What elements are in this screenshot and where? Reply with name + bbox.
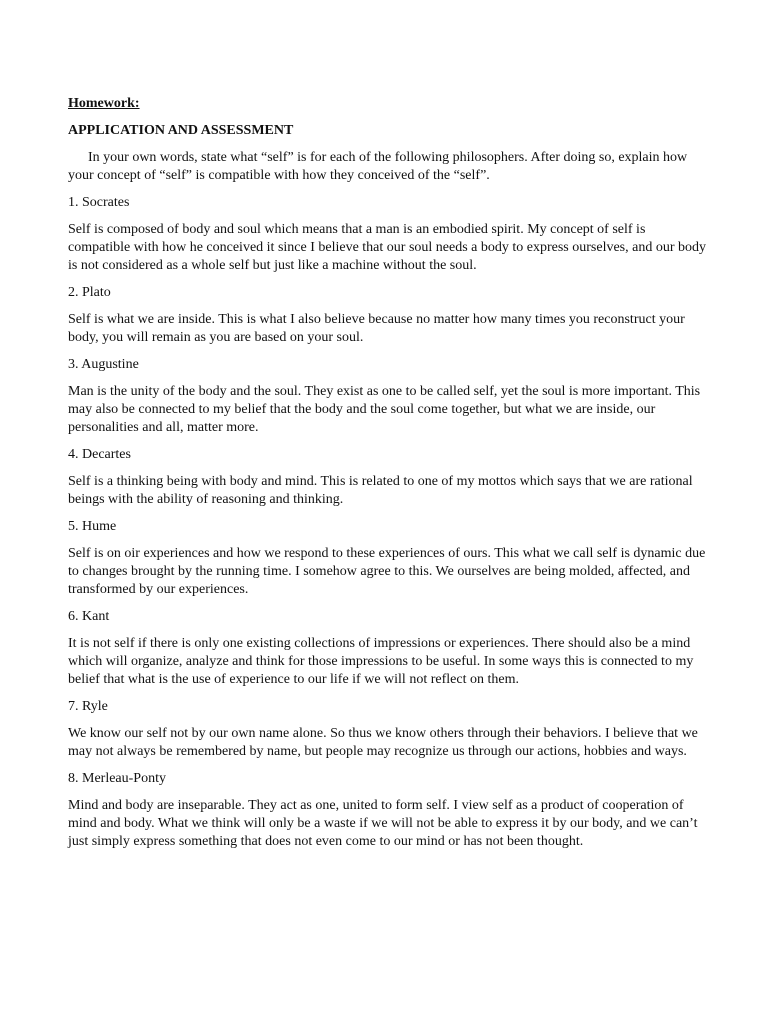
question-augustine (68, 356, 708, 437)
homework-title: Homework: (68, 96, 140, 111)
question-heading: 7. Ryle (68, 699, 108, 714)
answer-paragraph: We know our self not by our own name alone. So thus we know others through their behaviors. I believe that we may not always be remembered by name, but people may recognize us through our actions, hobbies and ways. (68, 726, 698, 759)
question-heading: 8. Merleau-Ponty (68, 771, 166, 786)
question-socrates (68, 194, 708, 275)
answer-paragraph: It is not self if there is only one existing collections of impressions or experiences. There should also be a mind which will organize, analyze and think for those impressions to be useful. In some ways this is connected to my belief that what is the use of experience to our life if we will not reflect on them. (68, 636, 694, 687)
answer-paragraph: Mind and body are inseparable. They act as one, united to form self. I view self as a product of cooperation of mind and body. What we think will only be a waste if we will not be able to express it by our body, and we can’t just simply express something that does not even come to our mind or has not been thought. (68, 798, 698, 849)
question-heading: 5. Hume (68, 519, 117, 534)
question-heading: 6. Kant (68, 609, 110, 624)
question-heading: 3. Augustine (68, 357, 139, 372)
answer-paragraph: Self is composed of body and soul which means that a man is an embodied spirit. My concept of self is compatible with how he conceived it since I believe that our soul needs a body to express ourselves, and our body is not considered as a whole self but just like a machine without the soul. (68, 222, 706, 273)
instructions-paragraph: In your own words, state what “self” is for each of the following philosophers. After doing so, explain how your concept of “self” is compatible with how they conceived of the “self”. (68, 150, 688, 183)
section-title: APPLICATION AND ASSESSMENT (68, 123, 294, 138)
answer-paragraph: Self is a thinking being with body and mind. This is related to one of my mottos which says that we are rational beings with the ability of reasoning and thinking. (68, 474, 693, 507)
document-content (68, 95, 708, 860)
question-merleau-ponty (68, 770, 708, 851)
question-heading: 2. Plato (68, 285, 111, 300)
question-heading: 4. Decartes (68, 447, 131, 462)
question-hume (68, 518, 708, 599)
question-decartes (68, 446, 708, 509)
answer-paragraph: Man is the unity of the body and the soul. They exist as one to be called self, yet the soul is more important. This may also be connected to my belief that the body and the soul come together, but what we are inside, our personalities and all, matter more. (68, 384, 701, 435)
answer-paragraph: Self is on oir experiences and how we respond to these experiences of ours. This what we call self is dynamic due to changes brought by the running time. I somehow agree to this. We ourselves are being molded, affected, and transformed by our experiences. (68, 546, 706, 597)
answer-paragraph: Self is what we are inside. This is what I also believe because no matter how many times you reconstruct your body, you will remain as you are based on your soul. (68, 312, 685, 345)
question-kant (68, 608, 708, 689)
question-ryle (68, 698, 708, 761)
question-plato (68, 284, 708, 347)
question-heading: 1. Socrates (68, 195, 130, 210)
